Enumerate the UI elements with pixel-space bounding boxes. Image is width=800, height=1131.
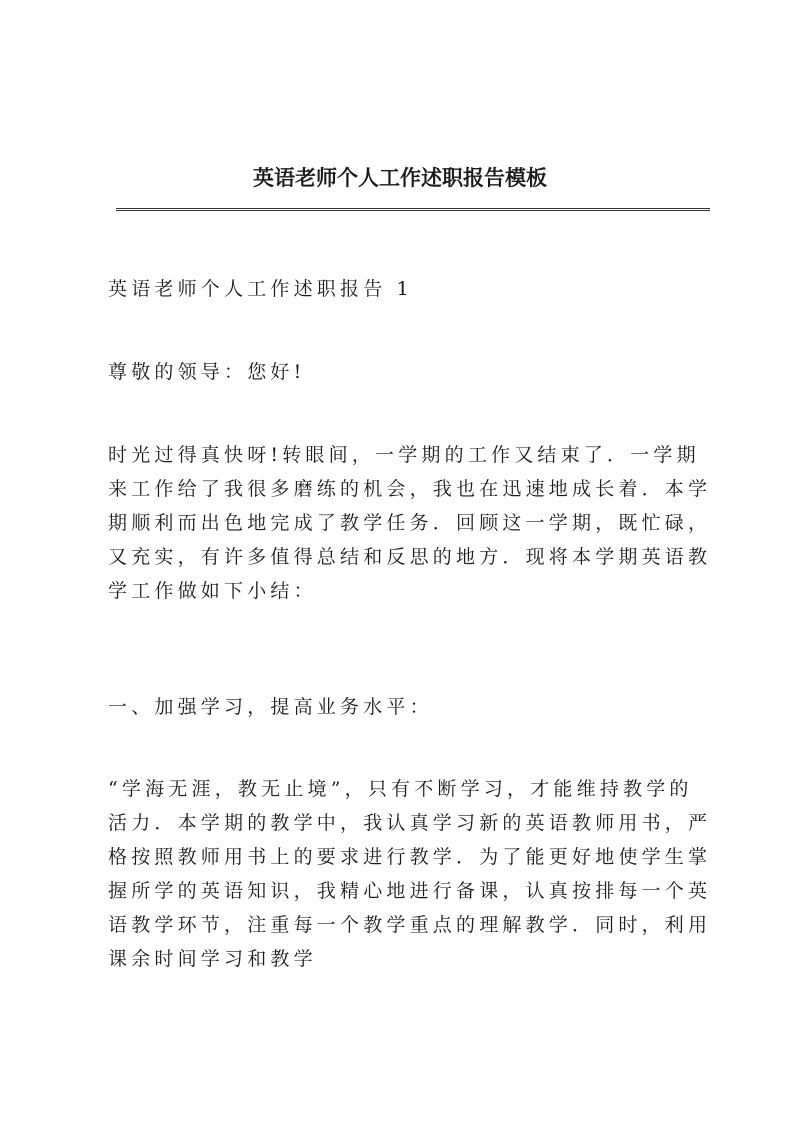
- paragraph-opening: 时光过得真快呀!转眼间，一学期的工作又结束了．一学期来工作给了我很多磨练的机会，我也在迅速地成长着．本学期顺利而出色地完成了教学任务．回顾这一学期，既忙碌，又充实，有许多值得总结和反思的地方．现将本学期英语教学工作做如下小结：: [108, 444, 712, 602]
- document-title: 英语老师个人工作述职报告模板: [253, 165, 547, 190]
- report-heading: 英语老师个人工作述职报告 1: [108, 278, 413, 300]
- section-heading-1: 一、加强学习，提高业务水平：: [108, 696, 433, 718]
- paragraph-study: “学海无涯，教无止境”，只有不断学习，才能维持教学的活力．本学期的教学中，我认真学习新的英语教师用书，严格按照教师用书上的要求进行教学．为了能更好地使学生掌握所学的英语知识，我精心地进行备课，认真按排每一个英语教学环节，注重每一个教学重点的理解教学．同时，利用课余时间学习和教学: [108, 778, 712, 970]
- title-divider: [116, 208, 710, 211]
- salutation: 尊敬的领导：您好!: [108, 361, 306, 383]
